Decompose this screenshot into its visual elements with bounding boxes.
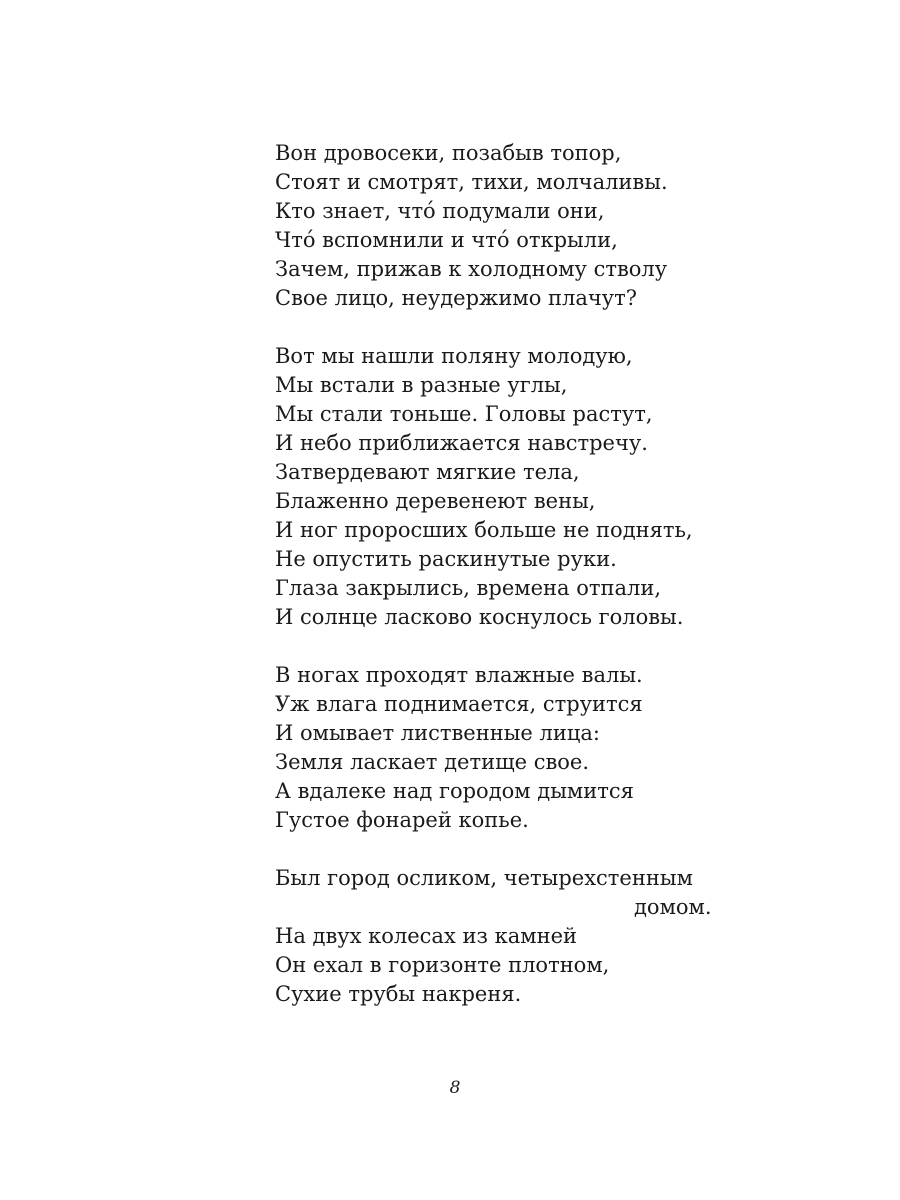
poem-line: Глаза закрылись, времена отпали, xyxy=(275,576,661,600)
poem-line: Зачем, прижав к холодному стволу xyxy=(275,257,668,281)
poem-line: Что́ вспомнили и что́ открыли, xyxy=(275,228,618,252)
poem-line: Уж влага поднимается, струится xyxy=(275,692,643,716)
poem-line: Вот мы нашли поляну молодую, xyxy=(275,344,633,368)
poem-line: Блаженно деревенеют вены, xyxy=(275,489,596,513)
poem-line: Сухие трубы накреня. xyxy=(275,982,522,1006)
poem-line: Кто знает, что́ подумали они, xyxy=(275,199,605,223)
stanza-4 xyxy=(275,864,735,1009)
poem-line-continuation: домом. xyxy=(634,895,712,919)
poem-line: На двух колесах из камней xyxy=(275,924,577,948)
poem-line: Мы встали в разные углы, xyxy=(275,373,568,397)
poem-line: Он ехал в горизонте плотном, xyxy=(275,953,610,977)
poem-line: И ног проросших больше не поднять, xyxy=(275,518,693,542)
poem-line: Стоят и смотрят, тихи, молчаливы. xyxy=(275,170,668,194)
poem-line: В ногах проходят влажные валы. xyxy=(275,663,643,687)
poem-line: Земля ласкает детище свое. xyxy=(275,750,590,774)
poem-line: Мы стали тоньше. Головы растут, xyxy=(275,402,653,426)
page-number: 8 xyxy=(449,1078,461,1098)
poem-line: И небо приближается навстречу. xyxy=(275,431,648,455)
poem-line: Густое фонарей копье. xyxy=(275,808,529,832)
poem-line: Вон дровосеки, позабыв топор, xyxy=(275,141,622,165)
stanza-1 xyxy=(275,139,735,313)
stanza-2 xyxy=(275,342,735,632)
poem-line: А вдалеке над городом дымится xyxy=(275,779,634,803)
poem-line: И омывает лиственные лица: xyxy=(275,721,600,745)
poem-body xyxy=(275,139,735,1038)
poem-line: Был город осликом, четырехстенным xyxy=(275,866,693,890)
poem-line: Свое лицо, неудержимо плачут? xyxy=(275,286,637,310)
poem-line: Затвердевают мягкие тела, xyxy=(275,460,580,484)
poem-line: Не опустить раскинутые руки. xyxy=(275,547,617,571)
poem-line: И солнце ласково коснулось головы. xyxy=(275,605,684,629)
stanza-3 xyxy=(275,661,735,835)
